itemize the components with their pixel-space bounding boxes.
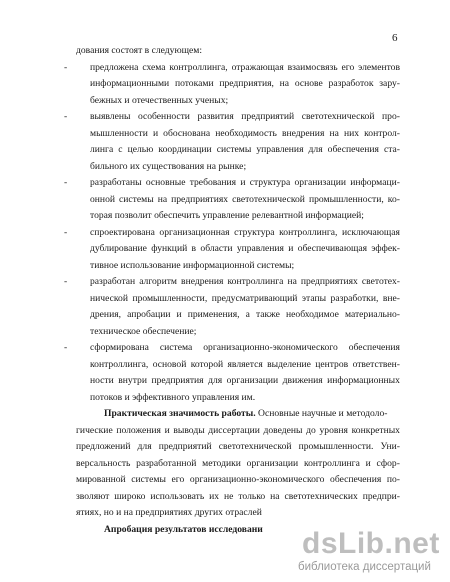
list-item: - выявлены особенности развития предприятий светотехнической про- xyxy=(76,109,400,126)
list-item: - предложена схема контроллинга, отражающая взаимосвязь его элементов xyxy=(76,60,400,77)
list-item-line: мышленности и обоснована необходимость внедрения на них контрол- xyxy=(90,127,400,139)
list-item-line: ности внутри предприятия для организации движения информационных xyxy=(90,375,400,386)
list-item-line: бильного их существования на рынке; xyxy=(90,160,247,172)
list-item-line: информационными потоками предприятия, на основе разработок зару- xyxy=(90,78,400,89)
paragraph-heading: Практическая значимость работы. xyxy=(104,408,256,419)
paragraph-line: гические положения и выводы диссертации доведены до уровня конкретных xyxy=(76,424,400,436)
paragraph-line: предложений для предприятий светотехнической промышленности. Уни- xyxy=(76,441,400,452)
list-item: - сформирована система организационно-экономического обеспечения xyxy=(76,340,400,357)
list-item: - разработан алгоритм внедрения контроллинга на предприятиях светотех- xyxy=(76,274,400,291)
watermark xyxy=(288,527,448,581)
section-heading: Апробация результатов исследовани xyxy=(104,523,263,535)
bullet-mark: - xyxy=(64,226,68,238)
bullet-mark: - xyxy=(64,342,68,353)
list-item-line: нической промышленности, предусматривающий этапы разработки, вне- xyxy=(90,292,400,304)
page-number: 6 xyxy=(392,32,398,44)
list-item: - спроектирована организационная структура контроллинга, исключающая xyxy=(76,225,400,242)
list-item-line: потоков и эффективного управления им. xyxy=(90,391,256,403)
paragraph-line: Практическая значимость работы. Основные научные и методоло- xyxy=(76,406,400,423)
bullet-mark: - xyxy=(64,276,68,287)
list-item-line: торая позволит обеспечить управление релевантной информацией; xyxy=(90,210,364,221)
list-item-line: техническое обеспечение; xyxy=(90,325,197,337)
bullet-mark: - xyxy=(64,177,68,188)
list-item-line: тивное использование информационной системы; xyxy=(90,259,295,271)
paragraph-line: зволяют широко использовать их не только на светотехнических предпри- xyxy=(76,490,400,502)
watermark-subtitle: библиотека диссертаций xyxy=(298,561,431,573)
list-item: - разработаны основные требования и структура организации информаци- xyxy=(76,175,400,192)
paragraph-line: ятиях, но и на предприятиях других отраслей xyxy=(76,507,262,518)
list-item-line: контроллинга, основой которой является выделение центров ответствен- xyxy=(90,358,400,370)
watermark-logo: dsLib.net xyxy=(302,527,440,560)
paragraph-line: версальность разработанной методики организации контроллинга и сфор- xyxy=(76,457,400,469)
paragraph-line: дования состоят в следующем: xyxy=(76,45,202,56)
list-item-line: дублирование функций в области управления и обеспечивающая эффек- xyxy=(90,243,400,254)
paragraph-line: мированной системы его организационно-экономического обеспечения по- xyxy=(76,474,400,485)
bullet-mark: - xyxy=(64,61,68,73)
list-item-line: онной системы на предприятиях светотехнической промышленности, ко- xyxy=(90,193,400,205)
list-item-line: бежных и отечественных ученых; xyxy=(90,94,229,106)
bullet-mark: - xyxy=(64,111,68,122)
list-item-line: линга с целью координации системы управления для обеспечения ста- xyxy=(90,144,400,155)
document-body xyxy=(64,43,400,538)
list-item-line: дрения, апробации и применения, а также необходимое материально- xyxy=(90,309,400,320)
